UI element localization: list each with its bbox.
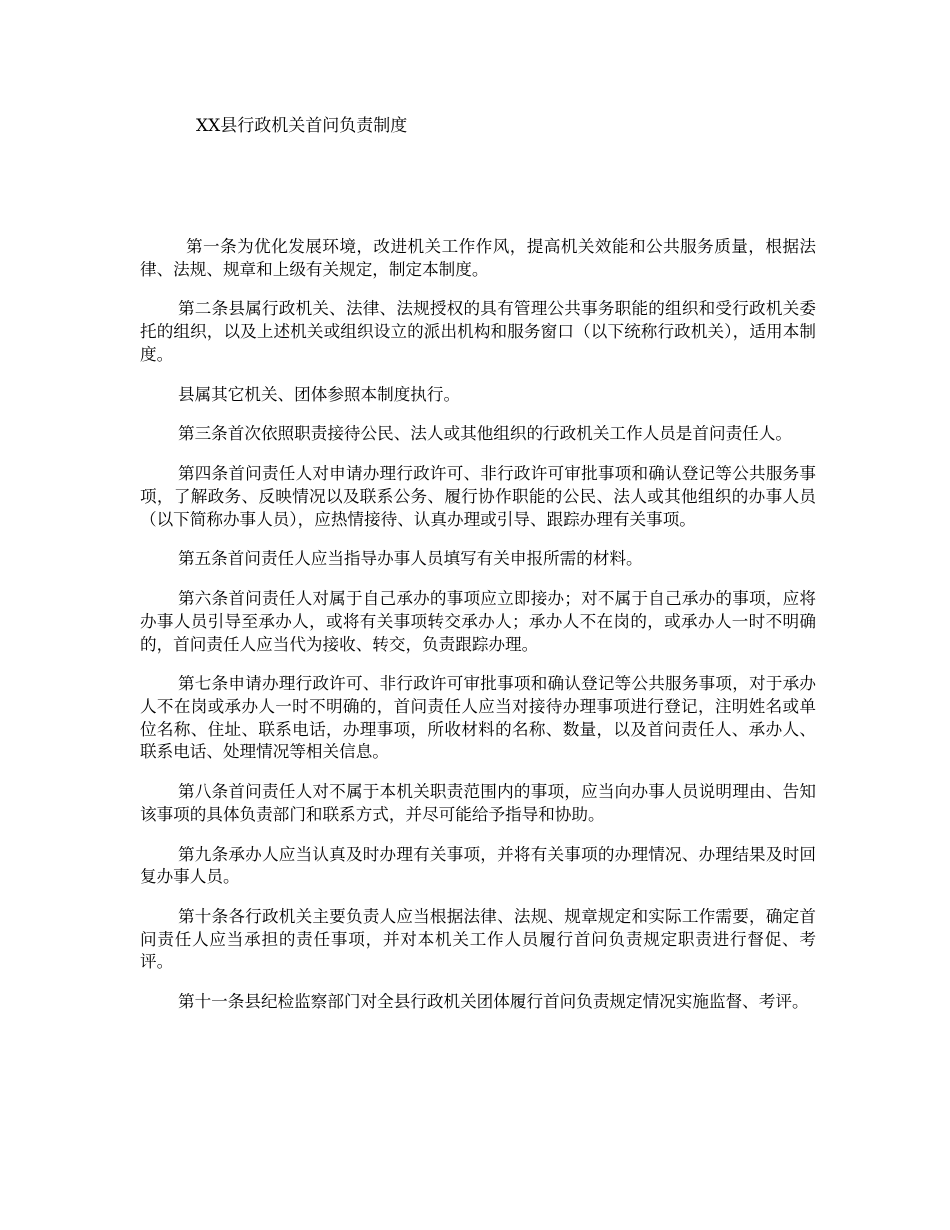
article-5-paragraph: 第五条首问责任人应当指导办事人员填写有关申报所需的材料。 [178, 549, 643, 569]
article-9-paragraph: 第九条承办人应当认真及时办理有关事项，并将有关事项的办理情况、办理结果及时回复办事人员。 [140, 844, 816, 887]
article-10-paragraph: 第十条各行政机关主要负责人应当根据法律、法规、规章规定和实际工作需要，确定首问责任人应当承担的责任事项，并对本机关工作人员履行首问负责规定职责进行督促、考评。 [140, 907, 816, 972]
article-3-paragraph: 第三条首次依照职责接待公民、法人或其他组织的行政机关工作人员是首问责任人。 [178, 424, 792, 444]
article-1-paragraph: 第一条为优化发展环境，改进机关工作作风，提高机关效能和公共服务质量，根据法律、法规、规章和上级有关规定，制定本制度。 [140, 237, 816, 279]
supplementary-paragraph: 县属其它机关、团体参照本制度执行。 [178, 384, 461, 404]
article-4-paragraph: 第四条首问责任人对申请办理行政许可、非行政许可审批事项和确认登记等公共服务事项，了解政务、反映情况以及联系公务、履行协作职能的公民、法人或其他组织的办事人员（以下简称办事人员），应热情接待、认真办理或引导、跟踪办理有关事项。 [140, 464, 816, 529]
article-2-paragraph: 第二条县属行政机关、法律、法规授权的具有管理公共事务职能的组织和受行政机关委托的组织，以及上述机关或组织设立的派出机构和服务窗口（以下统称行政机关），适用本制度。 [140, 299, 816, 364]
article-6-paragraph: 第六条首问责任人对属于自己承办的事项应立即接办；对不属于自己承办的事项，应将办事人员引导至承办人，或将有关事项转交承办人；承办人不在岗的，或承办人一时不明确的，首问责任人应当代为接收、转交，负责跟踪办理。 [140, 589, 816, 654]
document-body [140, 236, 816, 1031]
article-11-paragraph: 第十一条县纪检监察部门对全县行政机关团体履行首问负责规定情况实施监督、考评。 [178, 992, 809, 1012]
article-7-paragraph: 第七条申请办理行政许可、非行政许可审批事项和确认登记等公共服务事项，对于承办人不在岗或承办人一时不明确的，首问责任人应当对接待办理事项进行登记，注明姓名或单位名称、住址、联系电话，办理事项，所收材料的名称、数量，以及首问责任人、承办人、联系电话、处理情况等相关信息。 [140, 674, 816, 762]
article-8-paragraph: 第八条首问责任人对不属于本机关职责范围内的事项，应当向办事人员说明理由、告知该事项的具体负责部门和联系方式，并尽可能给予指导和协助。 [140, 782, 816, 824]
document-title: XX县行政机关首问负责制度 [196, 116, 408, 136]
